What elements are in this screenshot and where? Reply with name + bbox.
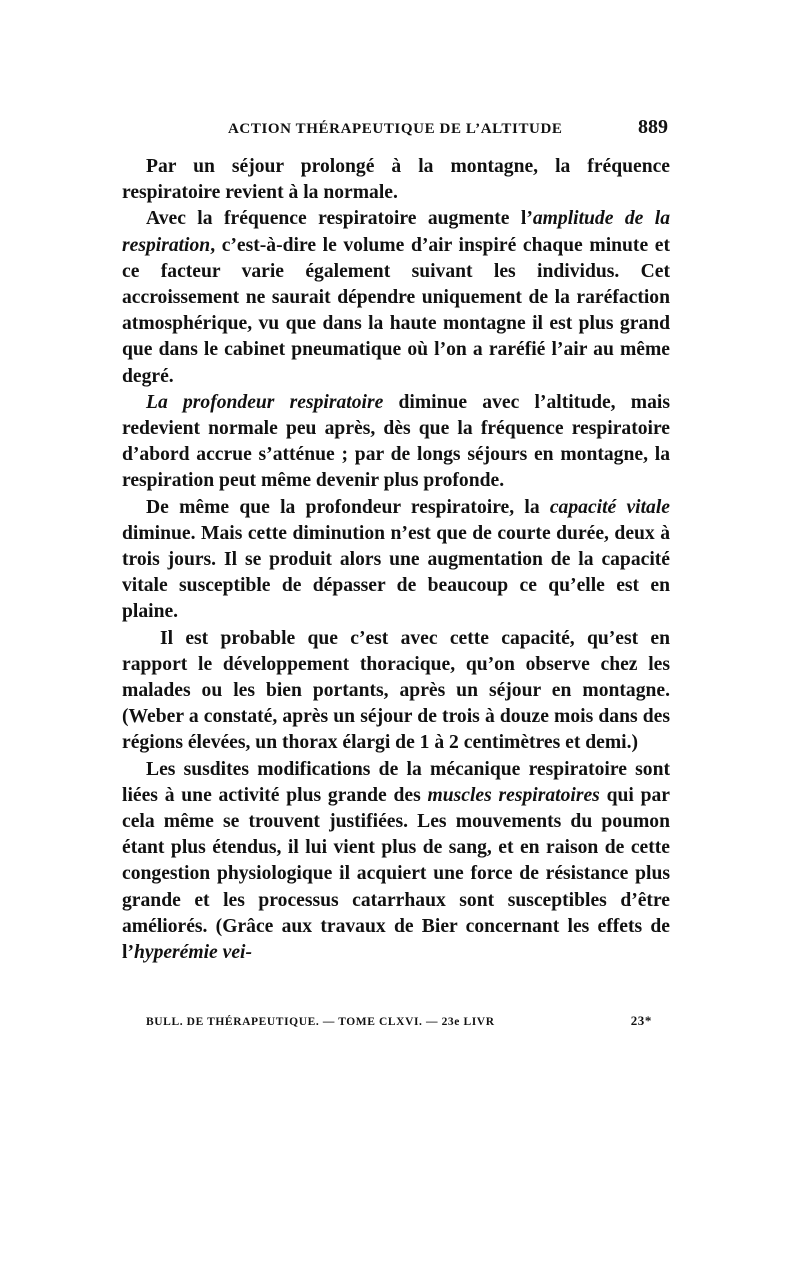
paragraph-6-text-b: qui par cela même se trouvent justifiées. Les mouvements du poumon étant plus étendus, il lui vient plus de sang, et en raison de cette congestion physiologique il acquiert une force de résistance plus grande et les processus catarrhaux sont susceptibles d’être améliorés. (Grâce aux travaux de Bier concernant les effets de l’ [122, 784, 670, 964]
paragraph-4-text-a: De même que la profondeur respiratoire, la [146, 496, 550, 518]
paragraph-5-text: Il est probable que c’est avec cette capacité, qu’est en rapport le développement thoracique, qu’on observe chez les malades ou les bien portants, après un séjour en montagne. (Weber a constaté, après un séjour de trois à douze mois dans des régions élevées, un thorax élargi de 1 à 2 centimètres et demi.) [122, 627, 670, 754]
body-text [122, 154, 670, 966]
running-header [120, 116, 668, 139]
paragraph-4-emphasis: capacité vitale [549, 496, 670, 518]
paragraph-4-text-b: diminue. Mais cette diminution n’est que de courte durée, deux à trois jours. Il se produit alors une augmentation de la capacité vitale susceptible de dépasser de beaucoup ce qu’elle est en plaine. [122, 522, 670, 623]
paragraph-3 [122, 390, 670, 495]
paragraph-6 [122, 757, 670, 967]
footer-signature-line [146, 1013, 652, 1029]
paragraph-4 [122, 495, 670, 626]
paragraph-2 [122, 206, 670, 389]
paragraph-5 [122, 626, 670, 757]
paragraph-2-text-a: Avec la fréquence respiratoire augmente l’ [146, 208, 533, 230]
paragraph-2-text-b: , c’est-à-dire le volume d’air inspiré chaque minute et ce facteur varie également suivant les individus. Cet accroissement ne saurait dépendre uniquement de la raréfaction atmosphérique, vu que dans la haute montagne il est plus grand que dans le cabinet pneumatique où l’on a raréfié l’air au même degré. [122, 234, 670, 387]
footer-publication: BULL. DE THÉRAPEUTIQUE. — TOME CLXVI. — 23e LIVR [146, 1016, 495, 1028]
paragraph-2-emphasis: amplitude de la respiration [122, 208, 671, 256]
footer-signature-mark: 23* [630, 1013, 652, 1028]
page-number: 889 [638, 116, 668, 138]
paragraph-3-emphasis: La profondeur respiratoire [146, 391, 384, 413]
paragraph-3-text: diminue avec l’altitude, mais redevient normale peu après, dès que la fréquence respiratoire d’abord accrue s’atténue ; par de longs séjours en montagne, la respiration peut même devenir plus profonde. [122, 391, 670, 492]
paragraph-6-emphasis-2: hyperémie vei- [133, 942, 253, 964]
paragraph-1 [122, 154, 670, 206]
paragraph-6-emphasis-1: muscles respiratoires [427, 784, 600, 806]
paragraph-6-text-a: Les susdites modifications de la mécanique respiratoire sont liées à une activité plus grande des [122, 758, 670, 806]
paragraph-1-text: Par un séjour prolongé à la montagne, la fréquence respiratoire revient à la normale. [122, 156, 670, 204]
running-title: ACTION THÉRAPEUTIQUE DE L’ALTITUDE [228, 121, 563, 137]
